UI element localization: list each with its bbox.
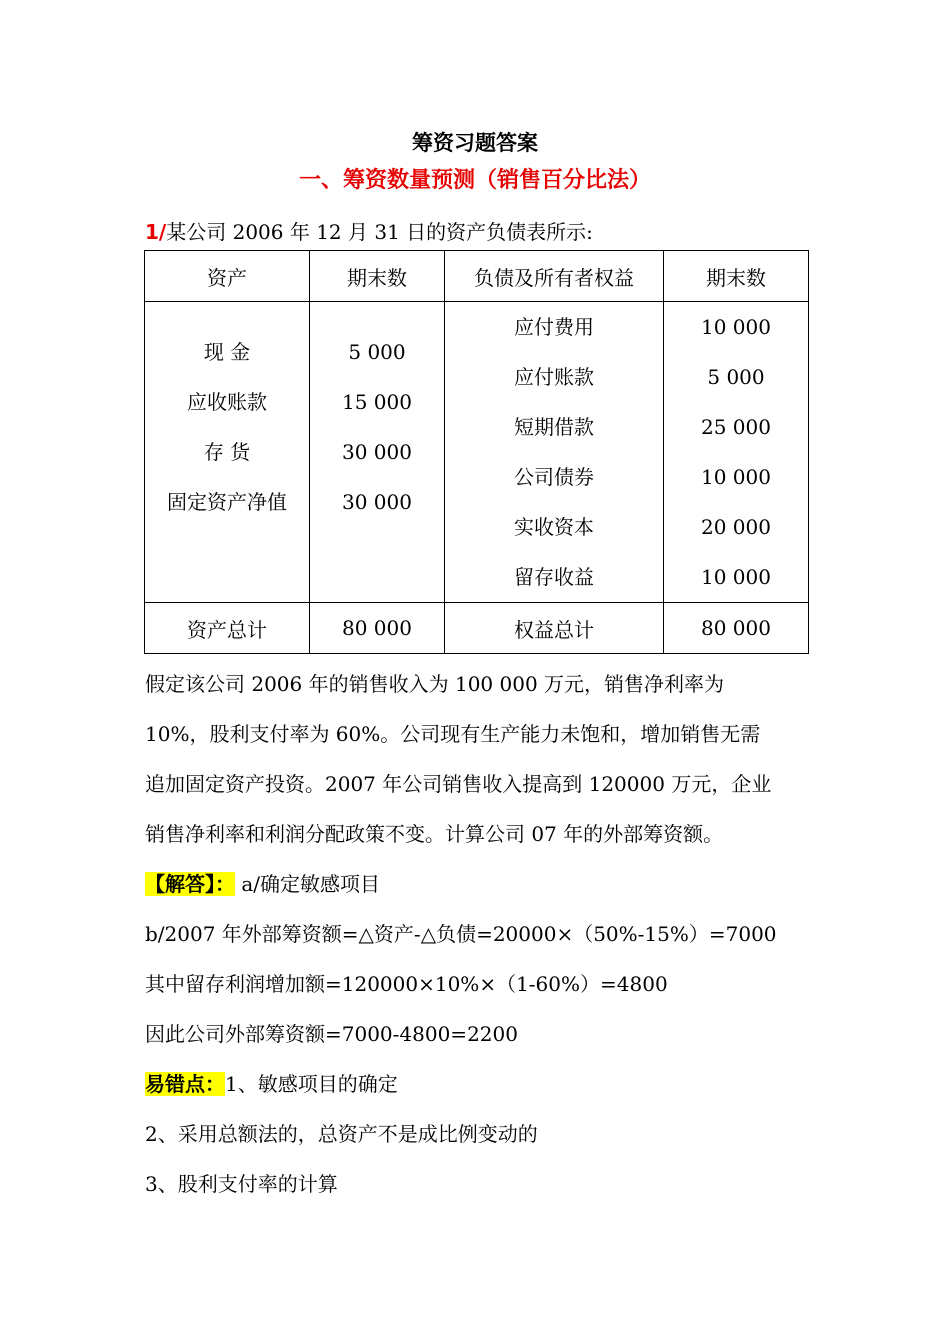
paragraph-line: 销售净利率和利润分配政策不变。计算公司 07 年的外部筹资额。 bbox=[145, 822, 724, 846]
answer-line bbox=[145, 868, 380, 897]
liability-value: 5 000 bbox=[707, 365, 765, 389]
intro-line bbox=[145, 216, 593, 245]
question-number: 1/ bbox=[145, 220, 167, 244]
intro-text: 某公司 2006 年 12 月 31 日的资产负债表所示: bbox=[166, 220, 593, 244]
header-period-end-2: 期末数 bbox=[664, 251, 809, 302]
paragraph-line: 10%，股利支付率为 60%。公司现有生产能力未饱和，增加销售无需 bbox=[145, 722, 761, 746]
document-title: 筹资习题答案 bbox=[412, 130, 538, 155]
section-heading: 一、筹资数量预测（销售百分比法） bbox=[298, 168, 651, 193]
total-assets-value: 80 000 bbox=[310, 603, 445, 654]
asset-value: 5 000 bbox=[348, 340, 406, 364]
liability-label: 短期借款 bbox=[514, 415, 594, 439]
table-header-row bbox=[145, 251, 809, 302]
liability-labels-cell bbox=[445, 302, 664, 603]
asset-labels-cell bbox=[145, 302, 310, 603]
header-liabilities-equity: 负债及所有者权益 bbox=[445, 251, 664, 302]
asset-label: 存 货 bbox=[203, 440, 251, 464]
total-equity-label: 权益总计 bbox=[445, 603, 664, 654]
asset-value: 15 000 bbox=[342, 390, 412, 414]
liability-value: 10 000 bbox=[701, 465, 771, 489]
liability-label: 应付费用 bbox=[514, 315, 594, 339]
table-body-row bbox=[145, 302, 809, 603]
pitfall-item: 1、敏感项目的确定 bbox=[225, 1072, 398, 1096]
liability-value: 10 000 bbox=[701, 565, 771, 589]
liability-label: 应付账款 bbox=[514, 365, 594, 389]
header-period-end: 期末数 bbox=[310, 251, 445, 302]
pitfall-item: 3、股利支付率的计算 bbox=[145, 1172, 338, 1196]
answer-step-b: b/2007 年外部筹资额=△资产-△负债=20000×（50%-15%）=7000 bbox=[145, 922, 777, 946]
asset-label: 固定资产净值 bbox=[167, 490, 287, 514]
pitfall-line bbox=[145, 1068, 398, 1097]
paragraph-line: 假定该公司 2006 年的销售收入为 100 000 万元，销售净利率为 bbox=[145, 672, 725, 696]
answer-step-c: 其中留存利润增加额=120000×10%×（1-60%）=4800 bbox=[145, 972, 668, 996]
liability-label: 留存收益 bbox=[514, 565, 594, 589]
table-total-row bbox=[145, 603, 809, 654]
liability-values-cell bbox=[664, 302, 809, 603]
asset-label: 应收账款 bbox=[187, 390, 267, 414]
liability-value: 25 000 bbox=[701, 415, 771, 439]
liability-label: 实收资本 bbox=[514, 515, 594, 539]
asset-value: 30 000 bbox=[342, 490, 412, 514]
pitfall-tag: 易错点： bbox=[145, 1072, 225, 1096]
total-assets-label: 资产总计 bbox=[145, 603, 310, 654]
balance-sheet-table bbox=[144, 250, 809, 654]
liability-label: 公司债券 bbox=[514, 465, 594, 489]
pitfall-item: 2、采用总额法的，总资产不是成比例变动的 bbox=[145, 1122, 538, 1146]
asset-values-cell bbox=[310, 302, 445, 603]
answer-tag: 【解答】： bbox=[145, 872, 235, 896]
answer-step-d: 因此公司外部筹资额=7000-4800=2200 bbox=[145, 1022, 518, 1046]
asset-label: 现 金 bbox=[203, 340, 251, 364]
paragraph-line: 追加固定资产投资。2007 年公司销售收入提高到 120000 万元，企业 bbox=[145, 772, 772, 796]
header-assets: 资产 bbox=[145, 251, 310, 302]
answer-step-a: a/确定敏感项目 bbox=[235, 872, 381, 896]
liability-value: 20 000 bbox=[701, 515, 771, 539]
total-equity-value: 80 000 bbox=[664, 603, 809, 654]
asset-value: 30 000 bbox=[342, 440, 412, 464]
liability-value: 10 000 bbox=[701, 315, 771, 339]
